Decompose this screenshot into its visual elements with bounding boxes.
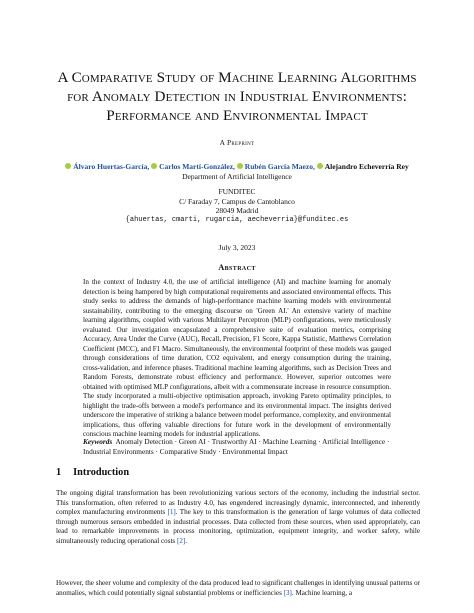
institution-block: [0, 187, 474, 225]
abstract-heading: Abstract: [218, 263, 256, 272]
paragraph-text: .: [185, 536, 188, 545]
title-line: A Comparative Study of Machine Learning Algorithms: [57, 69, 417, 86]
institution-city: 28049 Madrid: [215, 206, 259, 216]
department: Department of Artificial Intelligence: [182, 172, 292, 181]
citation-link[interactable]: [2]: [176, 536, 186, 545]
citation-link[interactable]: [3]: [283, 588, 292, 597]
institution-address: C/ Faraday 7, Campus de Cantoblanco: [179, 196, 295, 206]
abstract-text: In the context of Industry 4.0, the use of artificial intelligence (AI) and machine learning for anomaly detection is being hampered by high computational requirements and associated environmental effects. This study seeks to address the demands of high-performance machine learning models with environmental sustainability, contributing to the emerging discourse on 'Green AI.' An extensive variety of machine learning algorithms, coupled with various Multilayer Perceptron (MLP) configurations, were meticulously evaluated. Our investigation encapsulated a comprehensive suite of evaluation metrics, comprising Accuracy, Area Under the Curve (AUC), Recall, Precision, F1 Score, Kappa Statistic, Matthews Correlation Coefficient (MCC), and F1 Macro. Simultaneously, the environmental footprint of these models was gauged through considerations of time duration, CO2 equivalent, and energy consumption during the training, cross-validation, and inference phases. Traditional machine learning algorithms, such as Decision Trees and Random Forests, demonstrate robust efficiency and performance. However, superior outcomes were obtained with optimised MLP configurations, albeit with a commensurate increase in resource consumption. The study incorporated a multi-objective optimisation approach, invoking Pareto optimality principles, to highlight the trade-offs between a model's performance and its environmental impact. The insights derived underscore the imperative of striking a balance between model performance, complexity, and environmental implications, thus offering valuable directions for future work in the development of environmentally conscious machine learning models for industrial applications.: [83, 278, 391, 438]
section-heading: [56, 467, 129, 478]
author-link[interactable]: Carlos Martí-González,: [159, 162, 235, 171]
intro-paragraph-1: [56, 489, 420, 547]
author-name: Alejandro Echeverría Rey: [324, 162, 409, 171]
paragraph-text: . The key to this transformation is the generation of large volumes of data collected through numerous sensors embedded in industrial processes. Data collected from these sources, when used appropriately, can lead to remarkable improvements in process monitoring, optimization, equipment integrity, and worker safety, while simultaneously reducing operational costs: [56, 508, 420, 545]
section-number: 1: [56, 467, 62, 478]
keywords: [83, 437, 403, 456]
citation-link[interactable]: [1]: [167, 508, 176, 517]
orcid-icon[interactable]: [237, 163, 243, 169]
orcid-icon[interactable]: [317, 163, 323, 169]
title-line: for Anomaly Detection in Industrial Environments:: [67, 88, 407, 105]
author-emails: {ahuertas, cmarti, rugarcia, aecheverria}@funditec.es: [125, 215, 349, 224]
paragraph-text: The ongoing digital transformation has been revolutionizing various sectors of the economy, including the industrial sector. This transformation, often referred to as Industry 4.0, has engendered increasingly dynamic, interconnected, and inherently complex manufacturing environments: [56, 489, 420, 517]
author-link[interactable]: Rubén García Maezo,: [244, 162, 315, 171]
orcid-icon[interactable]: [65, 163, 71, 169]
section-title: Introduction: [73, 467, 130, 478]
preprint-label: A Preprint: [219, 138, 255, 147]
title-line: Performance and Environmental Impact: [106, 107, 368, 124]
author-link[interactable]: Álvaro Huertas-García,: [73, 162, 150, 171]
author-list: [30, 162, 444, 171]
keywords-list: Anomaly Detection · Green AI · Trustworthy AI · Machine Learning · Artificial Intelligence · Industrial Environments · Comparative Study · Environmental Impact: [83, 437, 390, 456]
paper-date: July 3, 2023: [218, 243, 256, 252]
intro-paragraph-2: [56, 579, 420, 598]
paragraph-text: However, the sheer volume and complexity of the data produced lead to significant challenges in identifying unusual patterns or anomalies, which could potentially signal substantial problems or inefficiencies: [56, 579, 420, 597]
paper-title: [40, 68, 434, 125]
keywords-label: Keywords: [83, 437, 113, 446]
orcid-icon[interactable]: [151, 163, 157, 169]
institution-name: FUNDITEC: [218, 187, 256, 196]
paragraph-text: . Machine learning, a: [291, 588, 352, 597]
